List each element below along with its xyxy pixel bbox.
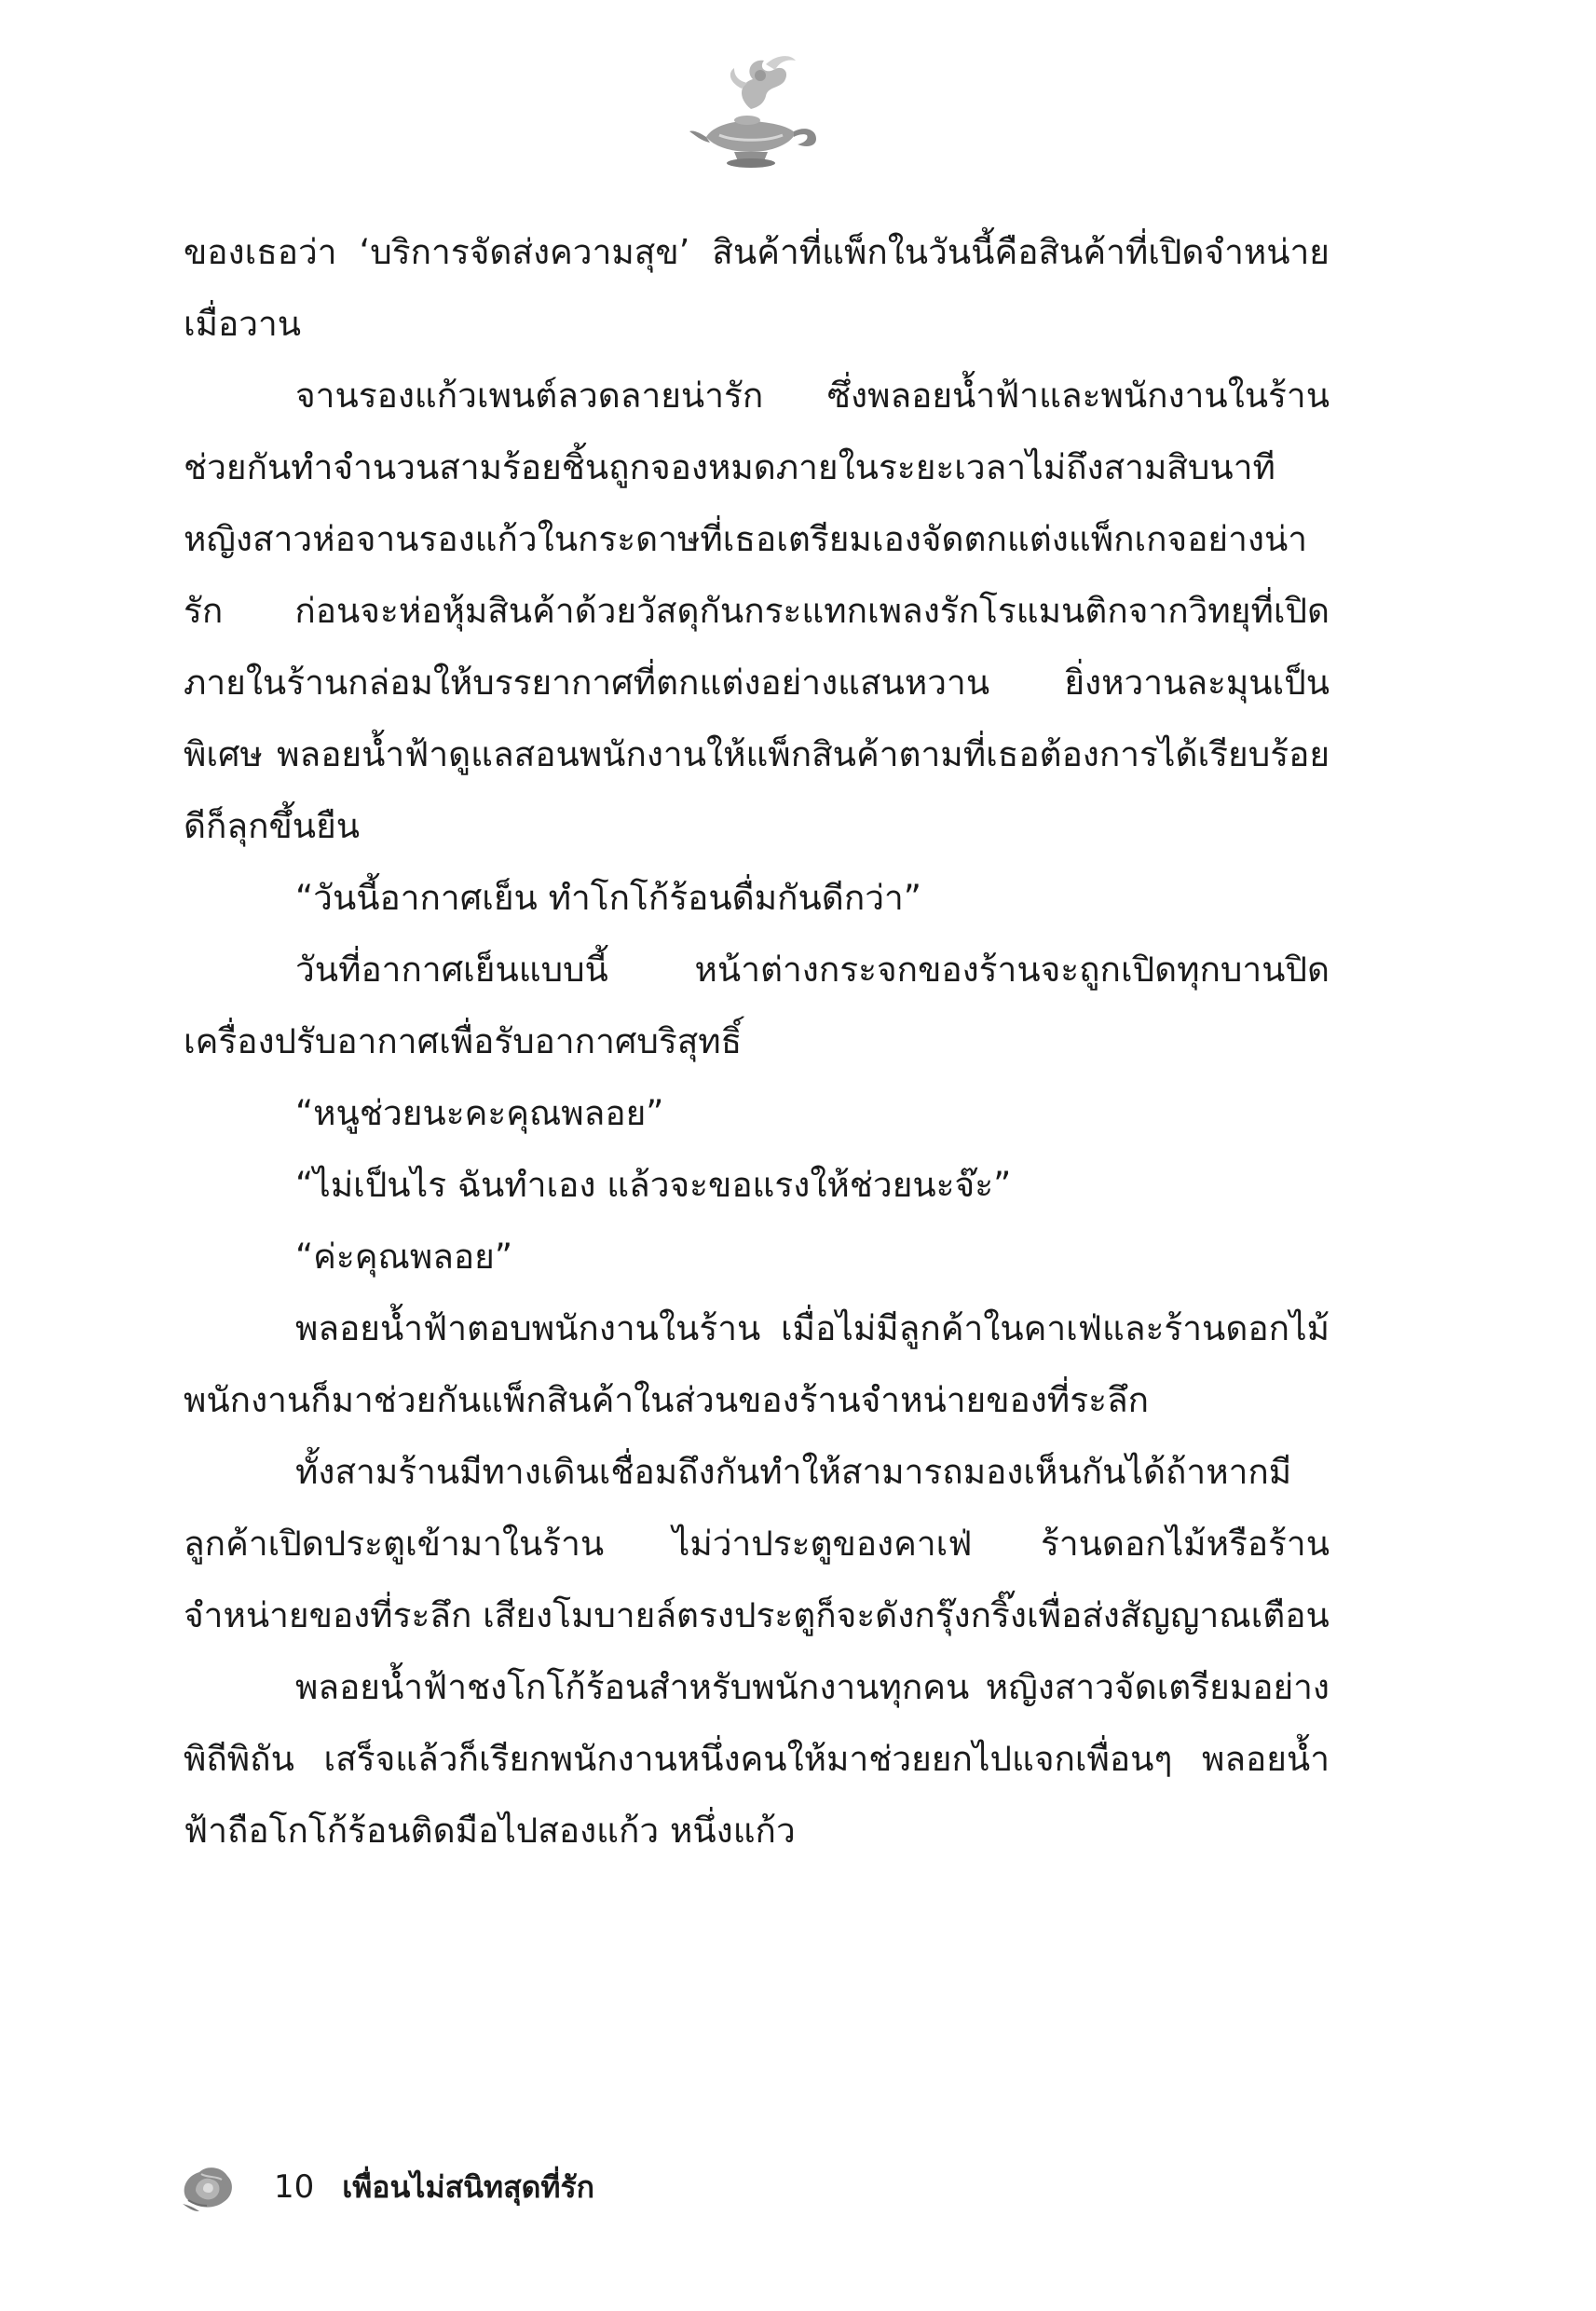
page-footer — [179, 2154, 594, 2220]
page-number: 10 — [274, 2168, 315, 2206]
dialogue-1: “วันนี้อากาศเย็น ทำโกโก้ร้อนดื่มกันดีกว่า” — [295, 878, 921, 918]
paragraph-1: ของเธอว่า ‘บริการจัดส่งความสุข’ สินค้าที่แพ็กในวันนี้คือสินค้าที่เปิดจำหน่ายเมื่อวาน — [184, 232, 1330, 344]
dialogue-4: “ค่ะคุณพลอย” — [295, 1237, 513, 1277]
dialogue-2: “หนูช่วยนะคะคุณพลอย” — [295, 1093, 664, 1133]
book-title: เพื่อนไม่สนิทสุดที่รัก — [342, 2168, 595, 2205]
rose-icon — [179, 2161, 237, 2213]
body-text — [184, 216, 1330, 1867]
genie-lamp-icon — [686, 51, 825, 177]
paragraph-2: จานรองแก้วเพนต์ลวดลายน่ารัก ซึ่งพลอยน้ำฟ้าและพนักงานในร้านช่วยกันทำจำนวนสามร้อยชิ้นถูกจองหมดภายในระยะเวลาไม่ถึงสามสิบนาที หญิงสาวห่อจานรองแก้วในกระดาษที่เธอเตรียมเองจัดตกแต่งแพ็กเกจอย่างน่ารัก ก่อนจะห่อหุ้มสินค้าด้วยวัสดุกันกระแทกเพลงรักโรแมนติกจากวิทยุที่เปิดภายในร้านกล่อมให้บรรยากาศที่ตกแต่งอย่างแสนหวาน ยิ่งหวานละมุนเป็นพิเศษ พลอยน้ำฟ้าดูแลสอนพนักงานให้แพ็กสินค้าตามที่เธอต้องการได้เรียบร้อยดีก็ลุกขึ้นยืน — [184, 376, 1330, 846]
paragraph-4: พลอยน้ำฟ้าตอบพนักงานในร้าน เมื่อไม่มีลูกค้าในคาเฟ่และร้านดอกไม้ พนักงานก็มาช่วยกันแพ็กสินค้าในส่วนของร้านจำหน่ายของที่ระลึก — [184, 1308, 1330, 1420]
paragraph-5: ทั้งสามร้านมีทางเดินเชื่อมถึงกันทำให้สามารถมองเห็นกันได้ถ้าหากมีลูกค้าเปิดประตูเข้ามาในร้าน ไม่ว่าประตูของคาเฟ่ ร้านดอกไม้หรือร้านจำหน่ายของที่ระลึก เสียงโมบายล์ตรงประตูก็จะดังกรุ๊งกริ๊งเพื่อส่งสัญญาณเตือน — [184, 1452, 1330, 1635]
dialogue-3: “ไม่เป็นไร ฉันทำเอง แล้วจะขอแรงให้ช่วยนะจ๊ะ” — [295, 1165, 1012, 1205]
paragraph-3: วันที่อากาศเย็นแบบนี้ หน้าต่างกระจกของร้านจะถูกเปิดทุกบานปิดเครื่องปรับอากาศเพื่อรับอากาศบริสุทธิ์ — [184, 950, 1330, 1061]
paragraph-6: พลอยน้ำฟ้าชงโกโก้ร้อนสำหรับพนักงานทุกคน หญิงสาวจัดเตรียมอย่างพิถีพิถัน เสร็จแล้วก็เรียกพนักงานหนึ่งคนให้มาช่วยยกไปแจกเพื่อนๆ พลอยน้ำฟ้าถือโกโก้ร้อนติดมือไปสองแก้ว หนึ่งแก้ว — [184, 1667, 1330, 1851]
